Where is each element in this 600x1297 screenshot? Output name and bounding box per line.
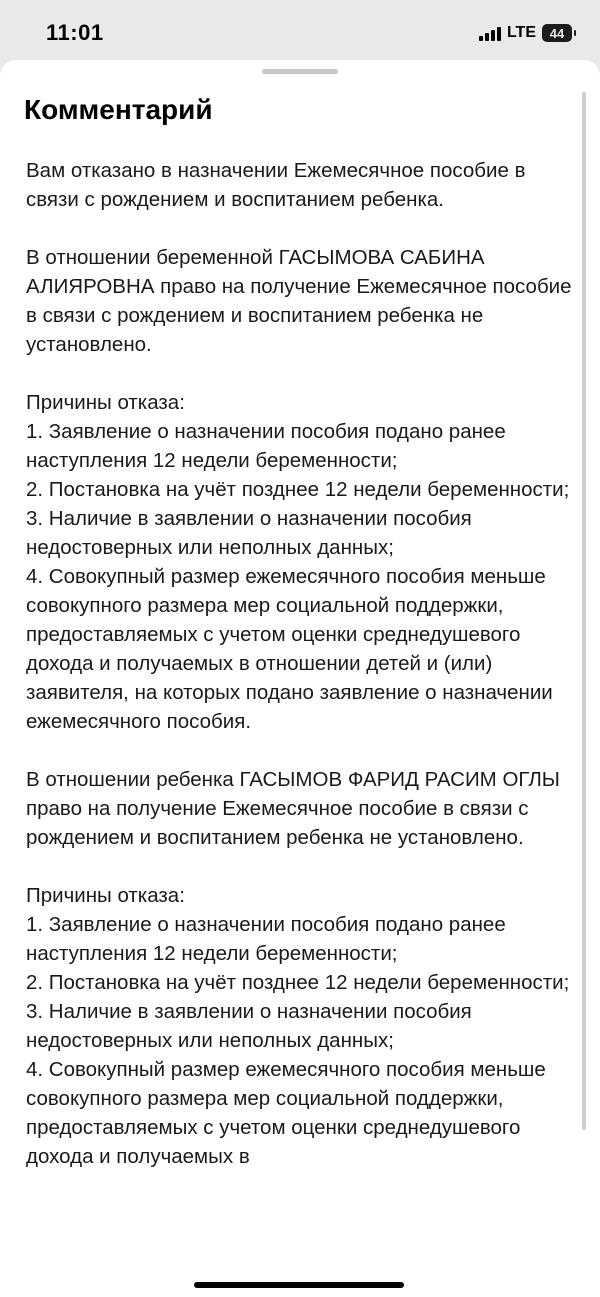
status-time: 11:01 xyxy=(46,20,104,45)
scroll-indicator[interactable] xyxy=(582,92,586,1130)
cellular-signal-icon xyxy=(479,25,501,41)
sheet-grabber-handle[interactable] xyxy=(262,69,338,74)
status-bar xyxy=(0,0,600,64)
battery-level: 44 xyxy=(549,25,565,41)
sheet-title: Комментарий xyxy=(24,94,213,125)
battery-icon xyxy=(542,24,572,42)
home-indicator[interactable] xyxy=(194,1282,404,1288)
comment-text: Вам отказано в назначении Ежемесячное пособие в связи с рождением и воспитанием ребенка. В отношении беременной ГАСЫМОВА САБИНА АЛИЯРОВНА право на получение Ежемесячное пособие в связи с рождением и воспитанием ребенка не установлено. Причины отказа: 1. Заявление о назначении пособия подано ранее наступления 12 недели беременности; 2. Постановка на учёт позднее 12 недели беременности; 3. Наличие в заявлении о назначении пособия недостоверных или неполных данных; 4. Совокупный размер ежемесячного пособия меньше совокупного размера мер социальной поддержки, предоставляемых с учетом оценки среднедушевого дохода и получаемых в отношении детей и (или) заявителя, на которых подано заявление о назначении ежемесячного пособия. В отношении ребенка ГАСЫМОВ ФАРИД РАСИМ ОГЛЫ право на получение Ежемесячное пособие в связи с рождением и воспитанием ребенка не установлено. Причины отказа: 1. Заявление о назначении пособия подано ранее наступления 12 недели беременности; 2. Постановка на учёт позднее 12 недели беременности; 3. Наличие в заявлении о назначении пособия недостоверных или неполных данных; 4. Совокупный размер ежемесячного пособия меньше совокупного размера мер социальной поддержки, предоставляемых с учетом оценки среднедушевого дохода и получаемых в xyxy=(26,159,572,1168)
status-indicators xyxy=(479,24,572,42)
battery-cap xyxy=(574,30,576,36)
network-type-label: LTE xyxy=(506,24,536,41)
comment-sheet[interactable] xyxy=(0,60,600,1297)
